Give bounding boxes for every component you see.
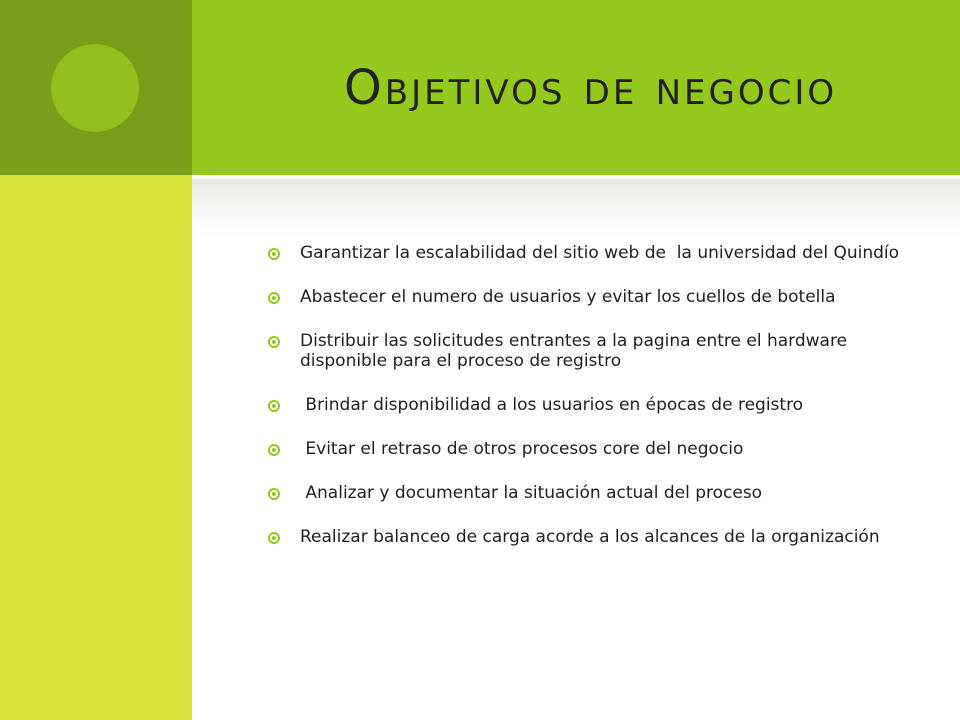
list-item bbox=[268, 243, 908, 263]
circle-bullet-icon bbox=[268, 292, 280, 304]
list-item bbox=[268, 287, 908, 307]
circle-bullet-icon bbox=[268, 400, 280, 412]
bullet-text: Garantizar la escalabilidad del sitio web de la universidad del Quindío bbox=[300, 243, 900, 263]
bullet-text: Distribuir las solicitudes entrantes a la pagina entre el hardware disponible para el proceso de registro bbox=[300, 331, 853, 371]
bullet-text: Evitar el retraso de otros procesos core del negocio bbox=[300, 439, 744, 459]
sidebar-band bbox=[0, 175, 192, 720]
bullet-text: Realizar balanceo de carga acorde a los alcances de la organización bbox=[300, 527, 880, 547]
decorative-circle bbox=[51, 44, 139, 132]
slide-title: Objetivos de negocio bbox=[344, 60, 838, 116]
header-shadow bbox=[192, 179, 960, 237]
corner-block bbox=[0, 0, 192, 175]
list-item bbox=[268, 395, 908, 415]
circle-bullet-icon bbox=[268, 248, 280, 260]
list-item bbox=[268, 439, 908, 459]
circle-bullet-icon bbox=[268, 336, 280, 348]
list-item bbox=[268, 331, 908, 371]
bullet-text: Abastecer el numero de usuarios y evitar los cuellos de botella bbox=[300, 287, 836, 307]
bullet-text: Brindar disponibilidad a los usuarios en épocas de registro bbox=[300, 395, 804, 415]
list-item bbox=[268, 483, 908, 503]
circle-bullet-icon bbox=[268, 444, 280, 456]
objectives-list bbox=[268, 243, 908, 571]
bullet-text: Analizar y documentar la situación actual del proceso bbox=[300, 483, 763, 503]
list-item bbox=[268, 527, 908, 547]
circle-bullet-icon bbox=[268, 532, 280, 544]
circle-bullet-icon bbox=[268, 488, 280, 500]
